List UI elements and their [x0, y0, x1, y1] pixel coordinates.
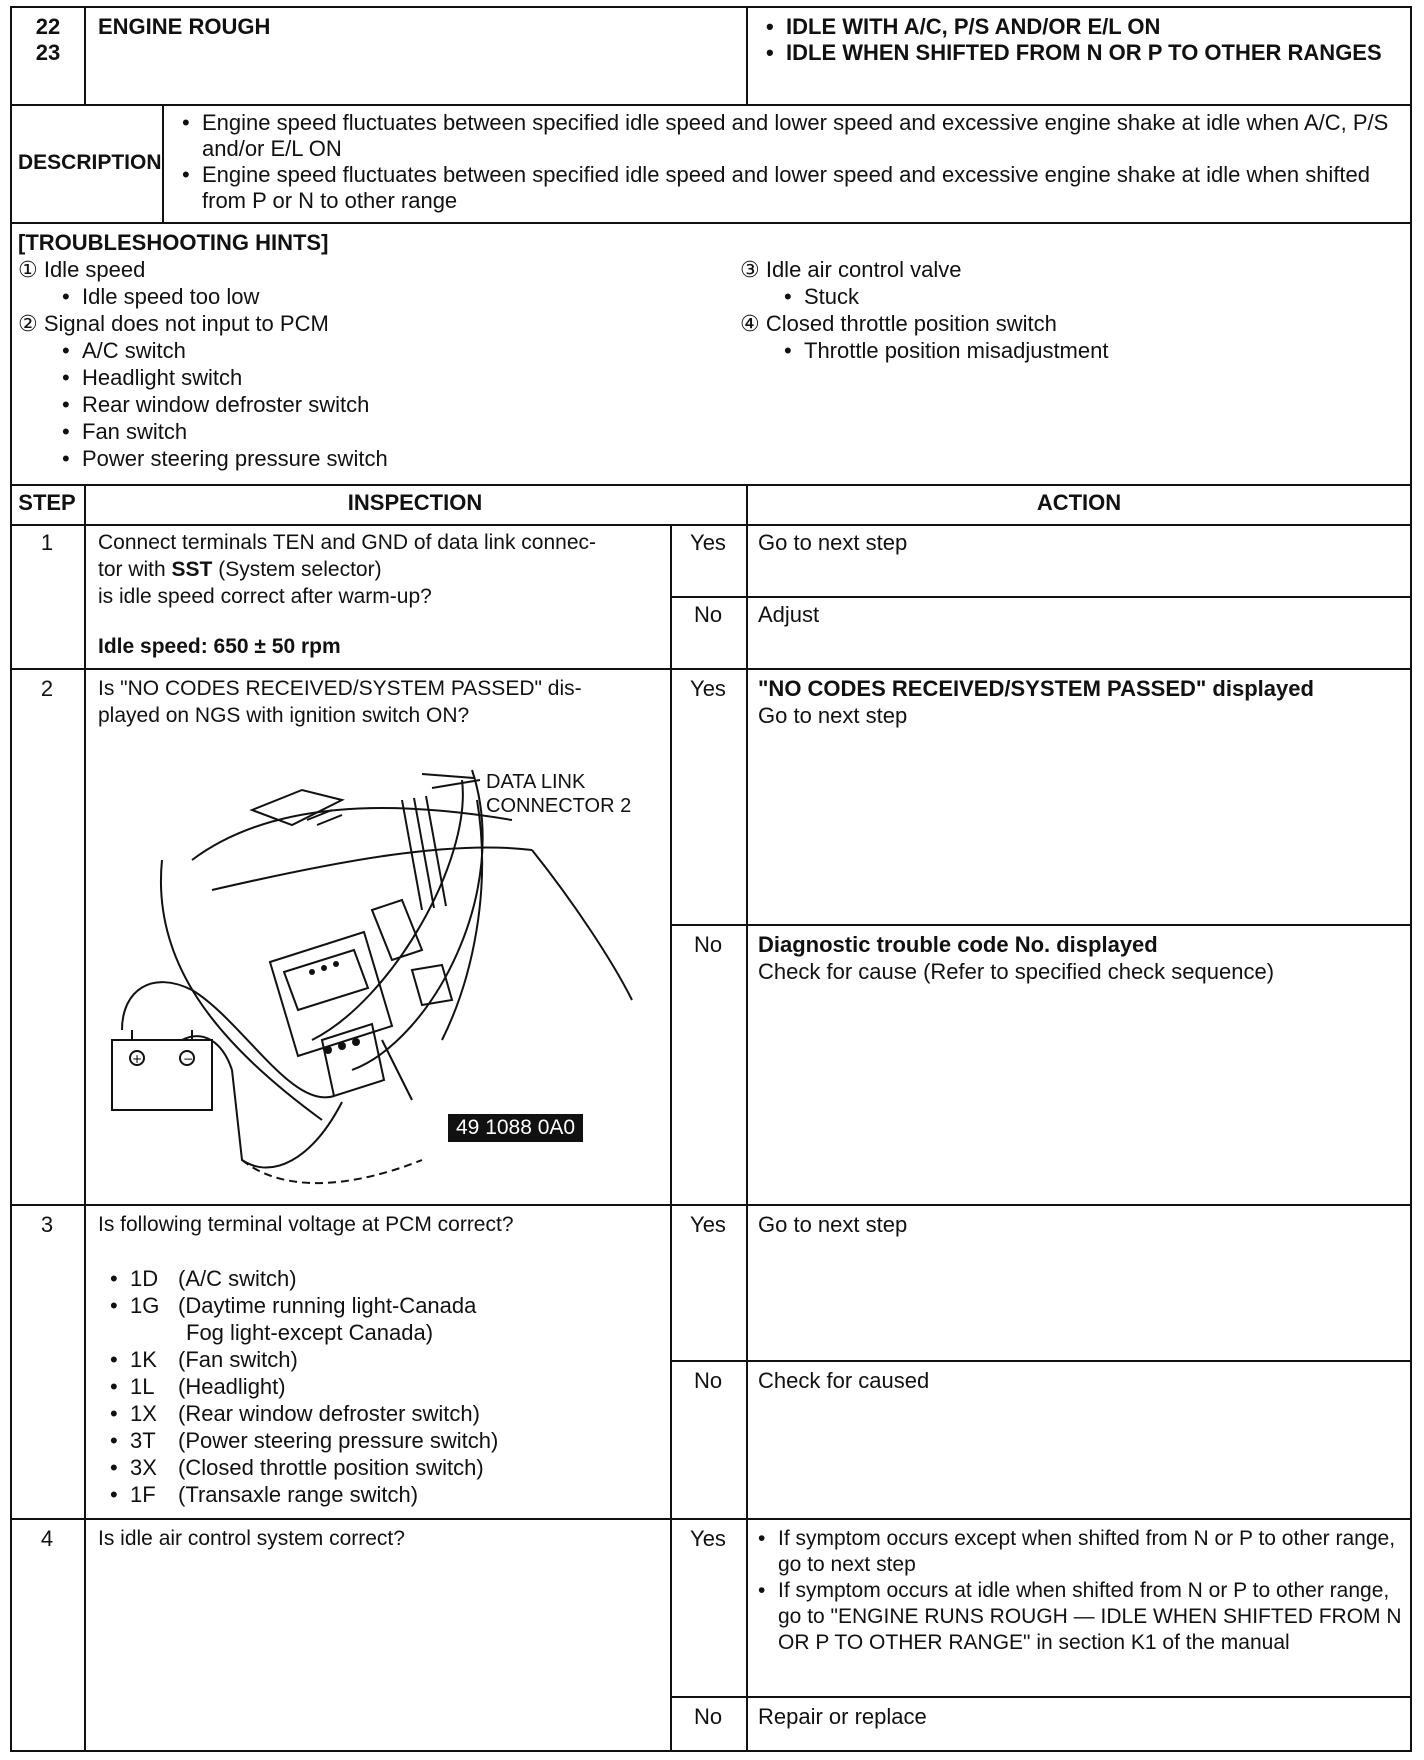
sst-label: SST — [171, 558, 213, 581]
step-4-yes-item: • If symptom occurs except when shifted from N or P to other range, go to next step — [752, 1526, 1404, 1578]
hints-title: [TROUBLESHOOTING HINTS] — [18, 230, 329, 255]
step-1-idle-spec: Idle speed: 650 ± 50 rpm — [98, 635, 341, 658]
description-list — [176, 110, 1402, 214]
terminal-code: • 1X — [130, 1401, 157, 1427]
step-1-yes-label: Yes — [690, 530, 726, 555]
step-3-no-action: Check for caused — [758, 1368, 930, 1393]
code-number-2: 23 — [35, 40, 61, 65]
step-3-yes-action: Go to next step — [758, 1212, 908, 1237]
hint-3-title: ③ Idle air control valve — [740, 257, 962, 282]
step-1-line2-suffix: (System selector) — [212, 558, 382, 581]
step-3-inspection: Is following terminal voltage at PCM correct? — [98, 1213, 514, 1236]
step-2-no-label: No — [693, 932, 723, 957]
step-2-number: 2 — [40, 676, 54, 701]
step-1-inspection-line — [98, 557, 382, 583]
terminal-desc: (A/C switch) — [178, 1266, 297, 1291]
step-1-number: 1 — [40, 530, 54, 555]
col-header-step: STEP — [18, 490, 76, 515]
hint-2-title: ② Signal does not input to PCM — [18, 311, 329, 336]
description-label: DESCRIPTION — [18, 151, 162, 174]
sst-part-number-tag: 49 1088 0A0 — [448, 1114, 583, 1142]
condition-item: • IDLE WHEN SHIFTED FROM N OR P TO OTHER RANGES — [760, 40, 1400, 66]
terminal-code: • 1G — [130, 1293, 159, 1319]
step-2-no-title: Diagnostic trouble code No. displayed — [758, 932, 1158, 957]
step-2-yes-action: Go to next step — [758, 703, 908, 728]
terminal-desc: (Transaxle range switch) — [178, 1482, 419, 1507]
hint-3-item: • Stuck — [804, 284, 859, 310]
hint-2-item: • Power steering pressure switch — [82, 446, 388, 472]
step-1-line2-prefix: tor with — [98, 558, 172, 581]
symptom-conditions — [760, 14, 1400, 66]
hint-2-item: • Rear window defroster switch — [82, 392, 369, 418]
hint-1-title: ① Idle speed — [18, 257, 146, 282]
description-item: • Engine speed fluctuates between specified idle speed and lower speed and excessive engine shake at idle when shifted from P or N to other range — [176, 162, 1402, 214]
step-2-yes-label: Yes — [690, 676, 726, 701]
step-3-no-label: No — [693, 1368, 723, 1393]
col-header-action: ACTION — [1036, 490, 1122, 515]
terminal-desc: (Power steering pressure switch) — [178, 1428, 499, 1453]
terminal-code: • 1L — [130, 1374, 154, 1400]
terminal-code: • 3T — [130, 1428, 156, 1454]
terminal-desc: Fog light-except Canada) — [186, 1320, 434, 1345]
symptom-title: ENGINE ROUGH — [98, 14, 271, 39]
terminal-desc: (Closed throttle position switch) — [178, 1455, 484, 1480]
step-2-inspection-line: Is "NO CODES RECEIVED/SYSTEM PASSED" dis- — [98, 677, 582, 700]
col-header-inspection: INSPECTION — [347, 490, 483, 515]
terminal-code: • 1D — [130, 1266, 158, 1292]
step-3-number: 3 — [40, 1212, 54, 1237]
step-4-inspection: Is idle air control system correct? — [98, 1527, 405, 1550]
terminal-code: • 1F — [130, 1482, 156, 1508]
terminal-desc: (Fan switch) — [178, 1347, 298, 1372]
description-item: • Engine speed fluctuates between specified idle speed and lower speed and excessive engine shake at idle when A/C, P/S and/or E/L ON — [176, 110, 1402, 162]
hint-2-item: • Headlight switch — [82, 365, 242, 391]
terminal-code: • 3X — [130, 1455, 157, 1481]
svg-text:−: − — [183, 1052, 194, 1066]
terminal-desc: (Daytime running light-Canada — [178, 1293, 477, 1318]
hint-4-title: ④ Closed throttle position switch — [740, 311, 1057, 336]
step-4-yes-actions — [752, 1526, 1404, 1656]
step-1-no-action: Adjust — [758, 602, 820, 627]
step-2-inspection-line: played on NGS with ignition switch ON? — [98, 704, 470, 727]
hint-2-item: • A/C switch — [82, 338, 186, 364]
step-2-yes-title: "NO CODES RECEIVED/SYSTEM PASSED" displayed — [758, 676, 1314, 701]
step-2-no-action: Check for cause (Refer to specified check sequence) — [758, 959, 1275, 984]
step-3-yes-label: Yes — [690, 1212, 726, 1237]
hint-1-item: • Idle speed too low — [82, 284, 259, 310]
step-1-no-label: No — [693, 602, 723, 627]
terminal-code: • 1K — [130, 1347, 157, 1373]
condition-item: • IDLE WITH A/C, P/S AND/OR E/L ON — [760, 14, 1400, 40]
terminal-desc: (Headlight) — [178, 1374, 286, 1399]
step-1-yes-action: Go to next step — [758, 530, 908, 555]
step-4-no-label: No — [693, 1704, 723, 1729]
figure-label-line2: CONNECTOR 2 — [486, 795, 632, 817]
terminal-desc: (Rear window defroster switch) — [178, 1401, 480, 1426]
code-number-1: 22 — [35, 14, 61, 39]
step-1-inspection-line: is idle speed correct after warm-up? — [98, 585, 432, 608]
hint-2-item: • Fan switch — [82, 419, 187, 445]
figure-label-line1: DATA LINK — [486, 771, 586, 793]
step-1-inspection-line: Connect terminals TEN and GND of data link connec- — [98, 531, 597, 554]
step-4-yes-label: Yes — [690, 1526, 726, 1551]
step-4-no-action: Repair or replace — [758, 1704, 927, 1729]
hint-4-item: • Throttle position misadjustment — [804, 338, 1108, 364]
step-4-number: 4 — [40, 1526, 54, 1551]
step-4-yes-item: • If symptom occurs at idle when shifted from N or P to other range, go to "ENGINE RUNS ROUGH — IDLE WHEN SHIFTED FROM N OR P TO OTHER RANGE" in section K1 of the manual — [752, 1578, 1404, 1656]
svg-text:+: + — [132, 1052, 143, 1066]
